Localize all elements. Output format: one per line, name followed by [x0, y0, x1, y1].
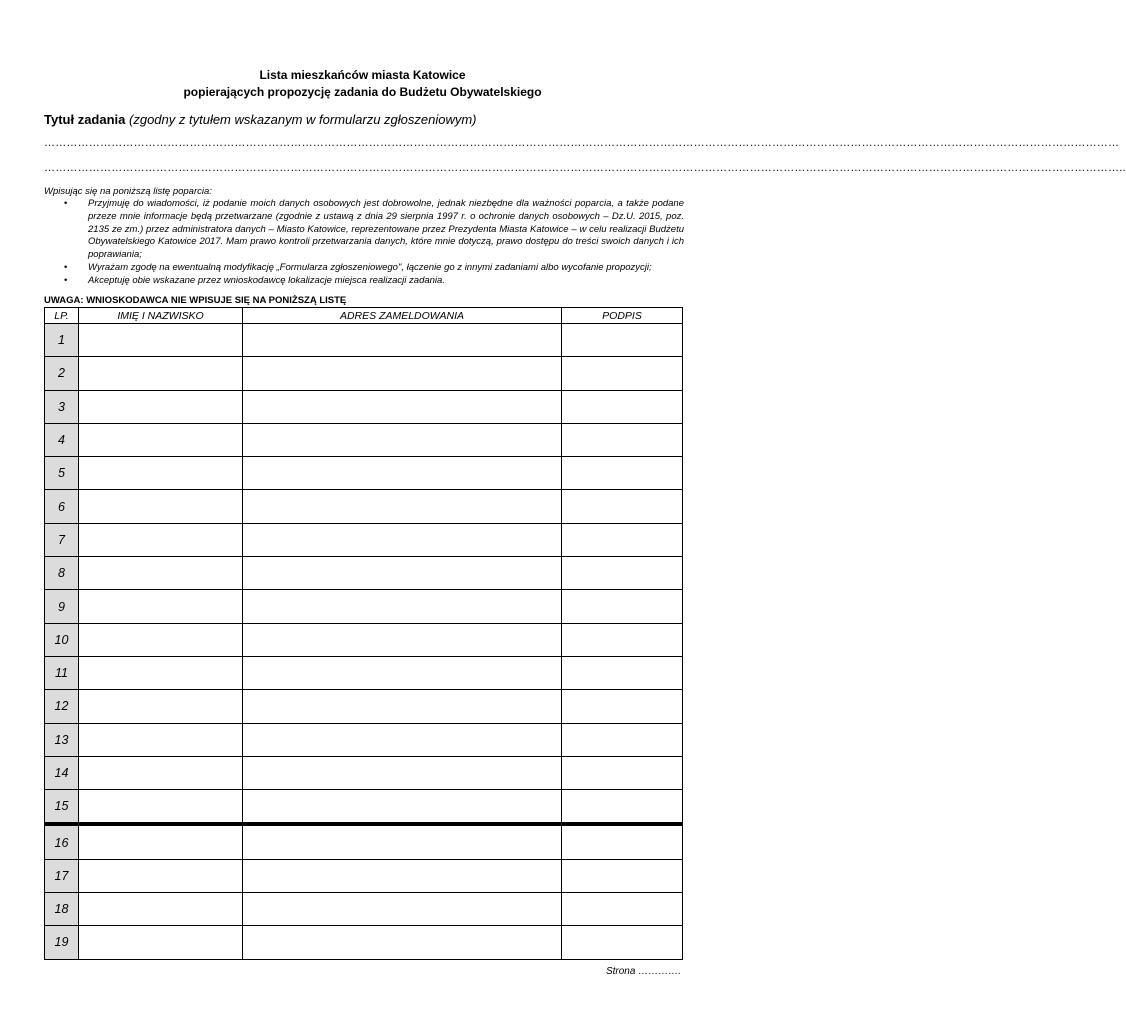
signature-cell[interactable] — [562, 324, 683, 357]
address-cell[interactable] — [243, 690, 562, 723]
table-row — [45, 523, 683, 556]
name-cell[interactable] — [79, 457, 243, 490]
table-body — [45, 324, 683, 960]
table-row — [45, 690, 683, 723]
name-cell[interactable] — [79, 423, 243, 456]
row-number: 11 — [45, 656, 79, 689]
signature-cell[interactable] — [562, 457, 683, 490]
support-list-table — [44, 307, 683, 960]
address-cell[interactable] — [243, 523, 562, 556]
signature-cell[interactable] — [562, 490, 683, 523]
table-row — [45, 859, 683, 892]
address-cell[interactable] — [243, 859, 562, 892]
row-number: 5 — [45, 457, 79, 490]
declaration-text: Wyrażam zgodę na ewentualną modyfikację „Formularza zgłoszeniowego", łączenie go z innymi zadaniami albo wycofanie propozycji; — [88, 261, 652, 273]
declaration-item — [44, 275, 684, 288]
name-cell[interactable] — [79, 893, 243, 926]
row-number: 8 — [45, 557, 79, 590]
name-cell[interactable] — [79, 723, 243, 756]
address-cell[interactable] — [243, 390, 562, 423]
table-row — [45, 457, 683, 490]
task-title-field-line1[interactable]: ……………………………………………………………………………………………………………………………………………………………………………………………………………………………………………………………… — [44, 137, 1120, 149]
signature-cell[interactable] — [562, 423, 683, 456]
address-cell[interactable] — [243, 790, 562, 825]
table-row — [45, 390, 683, 423]
address-cell[interactable] — [243, 824, 562, 859]
table-row — [45, 926, 683, 959]
signature-cell[interactable] — [562, 590, 683, 623]
name-cell[interactable] — [79, 790, 243, 825]
address-cell[interactable] — [243, 656, 562, 689]
row-number: 17 — [45, 859, 79, 892]
declarations-list — [44, 198, 684, 288]
row-number: 4 — [45, 423, 79, 456]
page-number: Strona …………. — [605, 966, 681, 977]
name-cell[interactable] — [79, 824, 243, 859]
document-title-line1: Lista mieszkańców miasta Katowice — [259, 68, 466, 82]
table-row — [45, 623, 683, 656]
signature-cell[interactable] — [562, 723, 683, 756]
address-cell[interactable] — [243, 423, 562, 456]
signature-cell[interactable] — [562, 557, 683, 590]
row-number: 15 — [45, 790, 79, 825]
name-cell[interactable] — [79, 357, 243, 390]
name-cell[interactable] — [79, 756, 243, 789]
table-header-row — [45, 308, 683, 324]
declaration-text: Akceptuję obie wskazane przez wnioskodawcę lokalizacje miejsca realizacji zadania. — [88, 274, 445, 286]
address-cell[interactable] — [243, 893, 562, 926]
name-cell[interactable] — [79, 557, 243, 590]
declaration-item — [44, 262, 684, 275]
table-row — [45, 557, 683, 590]
table-row — [45, 357, 683, 390]
signature-cell[interactable] — [562, 357, 683, 390]
address-cell[interactable] — [243, 490, 562, 523]
signature-cell[interactable] — [562, 790, 683, 825]
name-cell[interactable] — [79, 490, 243, 523]
row-number: 10 — [45, 623, 79, 656]
name-cell[interactable] — [79, 859, 243, 892]
bullet-icon: • — [64, 274, 68, 286]
document-title-line2: popierających propozycję zadania do Budżetu Obywatelskiego — [183, 85, 542, 99]
signature-cell[interactable] — [562, 926, 683, 959]
bullet-icon: • — [64, 198, 68, 209]
row-number: 16 — [45, 824, 79, 859]
table-row — [45, 893, 683, 926]
table-row — [45, 824, 683, 859]
bullet-icon: • — [64, 261, 68, 273]
name-cell[interactable] — [79, 523, 243, 556]
name-cell[interactable] — [79, 590, 243, 623]
signature-cell[interactable] — [562, 623, 683, 656]
declaration-text: Przyjmuję do wiadomości, iż podanie moich danych osobowych jest dobrowolne, jednak niezbędne dla ważności poparcia, a także podane przeze mnie informacje będą przetwarzane (zgodnie z ustawą z dnia 29 sierpnia 1997 r. o ochronie danych osobowych – Dz.U. 2015, poz. 2135 ze zm.) przez administratora danych – Miasto Katowice, reprezentowane przez Prezydenta Miasta Katowice – w celu realizacji Budżetu Obywatelskiego Katowice 2017. Mam prawo kontroli przetwarzania danych, które mnie dotyczą, prawo dostępu do treści swoich danych i ich poprawiania; — [88, 198, 684, 261]
signature-cell[interactable] — [562, 893, 683, 926]
column-header-address: ADRES ZAMELDOWANIA — [243, 308, 562, 324]
name-cell[interactable] — [79, 324, 243, 357]
table-row — [45, 790, 683, 825]
address-cell[interactable] — [243, 723, 562, 756]
row-number: 13 — [45, 723, 79, 756]
address-cell[interactable] — [243, 623, 562, 656]
task-title-row — [44, 112, 477, 127]
address-cell[interactable] — [243, 324, 562, 357]
row-number: 1 — [45, 324, 79, 357]
signature-cell[interactable] — [562, 523, 683, 556]
declarations-intro: Wpisując się na poniższą listę poparcia: — [44, 186, 212, 197]
row-number: 14 — [45, 756, 79, 789]
column-header-signature: PODPIS — [562, 308, 683, 324]
row-number: 7 — [45, 523, 79, 556]
signature-cell[interactable] — [562, 859, 683, 892]
column-header-name: IMIĘ I NAZWISKO — [79, 308, 243, 324]
name-cell[interactable] — [79, 926, 243, 959]
signature-cell[interactable] — [562, 690, 683, 723]
row-number: 19 — [45, 926, 79, 959]
table-row — [45, 656, 683, 689]
signature-cell[interactable] — [562, 656, 683, 689]
table-row — [45, 423, 683, 456]
address-cell[interactable] — [243, 557, 562, 590]
row-number: 9 — [45, 590, 79, 623]
table-row — [45, 723, 683, 756]
row-number: 2 — [45, 357, 79, 390]
name-cell[interactable] — [79, 656, 243, 689]
row-number: 3 — [45, 390, 79, 423]
task-title-label: Tytuł zadania — [44, 112, 126, 127]
table-row — [45, 756, 683, 789]
task-title-field-line2[interactable]: ……………………………………………………………………………………………………………………………………………………………………………………………………………………………………………………………….. — [44, 162, 1126, 174]
row-number: 12 — [45, 690, 79, 723]
signature-cell[interactable] — [562, 756, 683, 789]
task-title-note: (zgodny z tytułem wskazanym w formularzu zgłoszeniowym) — [129, 112, 477, 127]
declaration-item — [44, 198, 684, 262]
name-cell[interactable] — [79, 690, 243, 723]
column-header-lp: LP. — [45, 308, 79, 324]
address-cell[interactable] — [243, 457, 562, 490]
address-cell[interactable] — [243, 357, 562, 390]
name-cell[interactable] — [79, 390, 243, 423]
name-cell[interactable] — [79, 623, 243, 656]
warning-note: UWAGA: WNIOSKODAWCA NIE WPISUJE SIĘ NA PONIŻSZĄ LISTĘ — [44, 295, 347, 306]
table-row — [45, 490, 683, 523]
address-cell[interactable] — [243, 756, 562, 789]
table-row — [45, 590, 683, 623]
table-row — [45, 324, 683, 357]
signature-cell[interactable] — [562, 824, 683, 859]
row-number: 18 — [45, 893, 79, 926]
signature-cell[interactable] — [562, 390, 683, 423]
address-cell[interactable] — [243, 926, 562, 959]
address-cell[interactable] — [243, 590, 562, 623]
row-number: 6 — [45, 490, 79, 523]
